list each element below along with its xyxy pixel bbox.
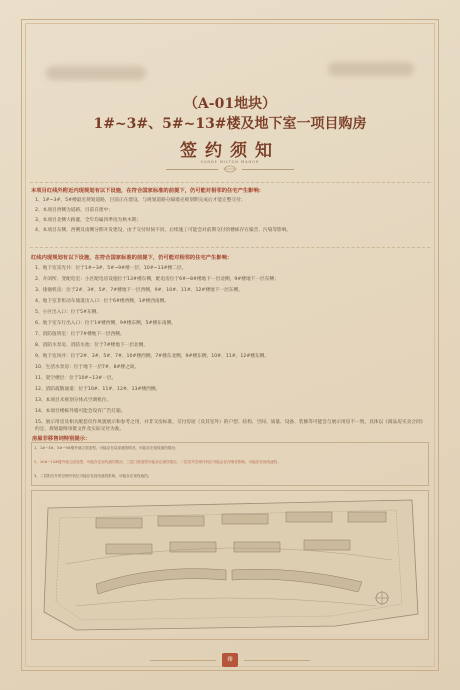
tips-line: 1、1#~3#、5#~9#楼外墙立面造型，可能存在局部遮挡情况，可能存在视线遮挡情况；	[34, 446, 179, 450]
inside-facilities-heading: 红线内现规划有以下设施，在符合国家标准的前提下，仍可能对相邻的住宅产生影响：	[31, 255, 233, 261]
decor-line-right	[242, 169, 294, 170]
section-separator-middle	[30, 247, 430, 248]
inside-item: 10、生活水泵房：位于地下一层7#、8#楼之间。	[35, 365, 140, 370]
outside-item: 2、本项目西侧为道路，目前在建中；	[35, 208, 113, 213]
outside-facilities-heading: 本项目红线外附近内现规划有以下设施，在符合国家标准的前提下，仍可能对相邻的住宅产生影响：	[31, 188, 265, 194]
tips-line: 3、二层阳台外的空调外机位可能存在视线遮挡影响，可能存在视线遮挡。	[34, 474, 152, 478]
site-plan-map	[36, 494, 424, 634]
blurred-logo-left	[46, 66, 146, 80]
outside-item: 4、本项目东侧、西侧及南侧分期开发建设，由于交付时间不同，后续施工可能会对前期交付的楼栋存在噪音、污染等影响。	[35, 228, 292, 233]
inside-item: 2、开闭所、变配电室：小区配电房设施位于13#楼东侧，配电房位于6#~8#楼地下一层北侧，9#楼地下一层东侧；	[35, 277, 279, 282]
inside-item: 9、地下室风井：位于2#、3#、5#、7#、10#楼西侧，7#楼东北侧，9#楼东侧，10#、11#、12#楼东侧。	[35, 354, 270, 359]
section-separator-top	[30, 182, 430, 183]
decor-line-left	[166, 169, 218, 170]
english-subtitle: SANDE MILTON MANOR	[200, 160, 260, 164]
inside-item: 14、本项目楼栋外墙可能会设有广告灯箱。	[35, 409, 126, 414]
tips-heading: 房屋非移售词特别提示：	[32, 436, 91, 442]
inside-item: 3、排烟机房：位于2#、3#、5#、7#楼地下一层西侧，9#、10#、11#、12#楼地下一层东侧。	[35, 288, 243, 293]
inside-item: 11、架空楼层：位于10#~13#一层。	[35, 376, 117, 381]
project-title: 1#~3#、5#~13#楼及地下室一项目购房	[93, 116, 367, 132]
inside-item: 13、本项目未规划分体式空调机位。	[35, 398, 112, 403]
inside-item: 8、消防水泵房、消防水池：位于7#楼地下一层北侧。	[35, 343, 149, 348]
leaf-ornament-icon	[223, 165, 237, 173]
inside-item: 7、消防值班室：位于7#楼地下一层西侧。	[35, 332, 125, 337]
inside-item: 4、地下室非机动车坡道出入口：位于6#楼西侧，1#楼西南侧。	[35, 299, 169, 304]
inside-item: 5、小区出入口：位于5#东侧。	[35, 310, 102, 315]
inside-item: 15、展示用房及相关配套仅作风貌展示和参考之用，并非交房标准，交付房屋（及其室外）的户型、结构、空间、质量、设备、装修等可能会与展示用房不一致，具体以《商品房买卖合同》约定、规划最终审批文件及实际交付为准。	[35, 420, 423, 432]
outside-item: 3、本项目北侧大路灌，全年均属四季度为秋木期；	[35, 218, 142, 223]
tips-line: 2、10#~13#楼外墙立面造型，可能存在视线遮挡情况，三层门窗造型可能存在遮挡情况，二层室外空调外机位可能会存在噪音影响，可能存在视线遮挡；	[34, 460, 281, 464]
footer-line-right	[244, 660, 310, 661]
inside-item: 12、消防疏散通道：位于10#、11#、12#、13#楼西侧。	[35, 387, 161, 392]
blurred-logo-right	[328, 62, 414, 76]
plot-title: （A-01地块）	[183, 96, 277, 112]
footer-line-left	[150, 660, 216, 661]
red-seal: 印	[222, 653, 238, 667]
inside-item: 1、地下室采光井：位于1#~3#、5#~9#楼一层，10#~13#楼二层。	[35, 266, 187, 271]
notice-title: 签约须知	[180, 141, 280, 161]
outside-item: 1、1#~3#、5#楼最近规划道路，目前正在建设，与规划道路分隔墙壳规划期完成后才能完整交付；	[35, 198, 246, 203]
inside-item: 6、地下室车行出入口：位于1#楼西侧，9#楼东侧，5#楼东南侧。	[35, 321, 176, 326]
